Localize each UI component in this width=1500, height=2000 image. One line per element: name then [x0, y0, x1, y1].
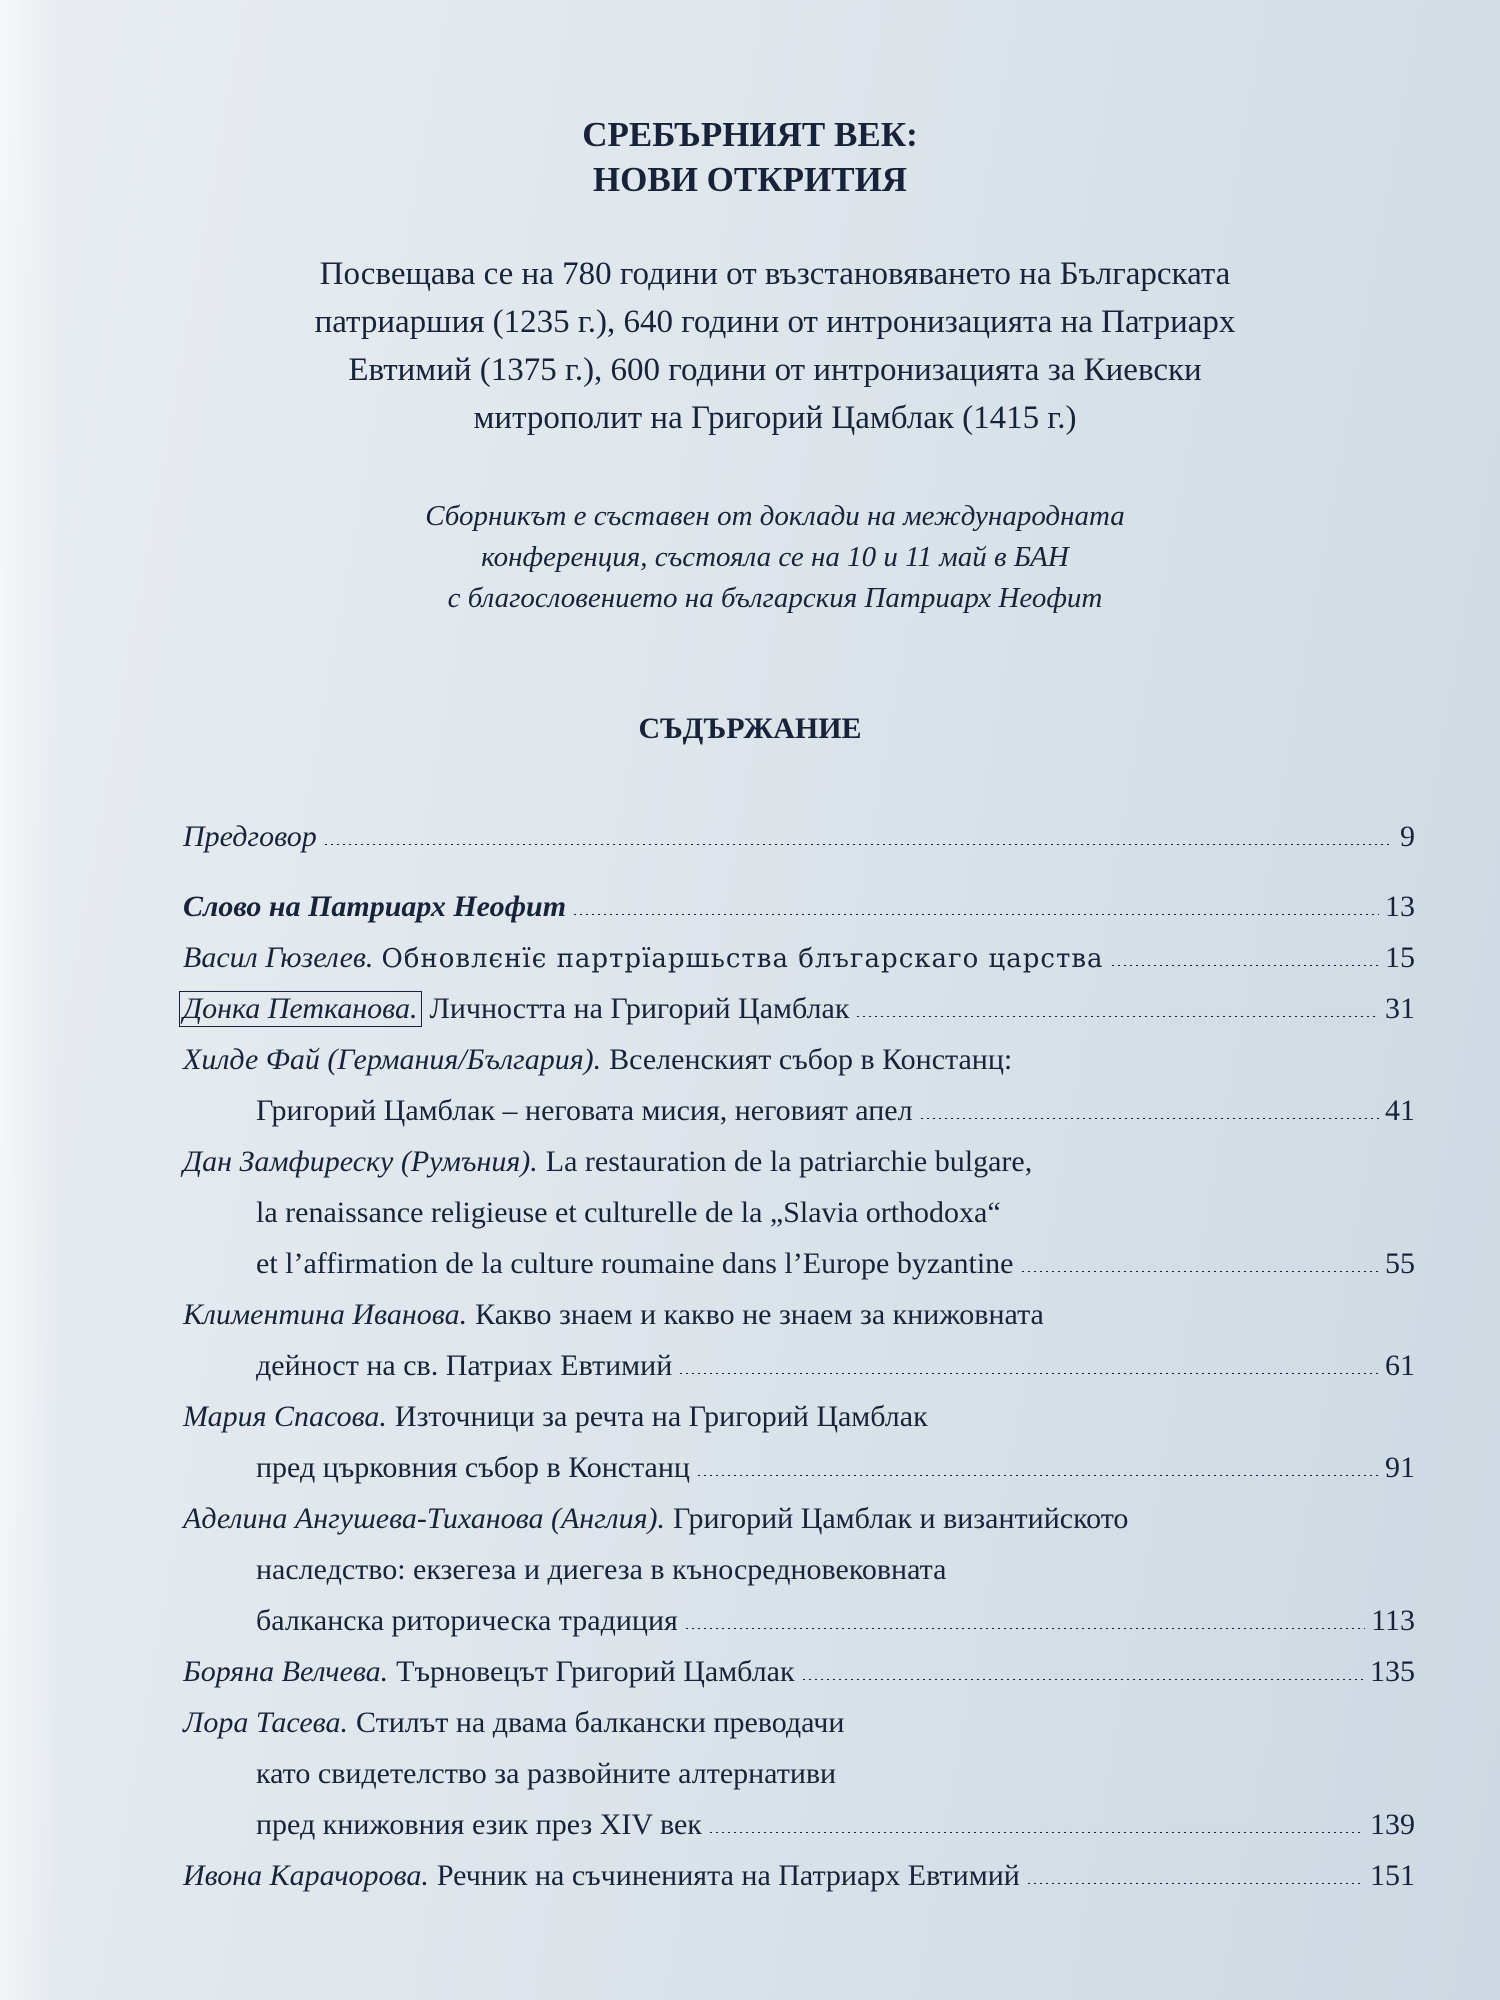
toc-page-number: 55: [1385, 1247, 1415, 1280]
toc-page-number: 135: [1370, 1655, 1415, 1688]
toc-title: дейност на св. Патриах Евтимий: [256, 1349, 673, 1382]
toc-entry-line: [183, 1034, 1415, 1085]
dedication-paragraph: [200, 250, 1350, 442]
dot-leader: [1026, 1882, 1364, 1884]
toc-author: Предговор: [183, 820, 317, 853]
dedication-line: митрополит на Григорий Цамблак (1415 г.): [473, 400, 1077, 436]
toc-title: Стилът на двама балкански преводачи: [355, 1706, 845, 1739]
toc-entry-line: [183, 1085, 1415, 1136]
toc-entry-line: [183, 1136, 1415, 1187]
table-of-contents: [183, 811, 1415, 1901]
toc-entry-line: [183, 1748, 1415, 1799]
toc-title: Източници за речта на Григорий Цамблак: [394, 1400, 928, 1433]
toc-author: Донка Петканова.: [179, 991, 422, 1027]
toc-author: Слово на Патриарх Неофит: [183, 890, 567, 923]
toc-page-number: 13: [1385, 890, 1415, 923]
toc-title: Търновецът Григорий Цамблак: [396, 1655, 795, 1688]
toc-title: Обновлєнїє партрїаршьства блъгарскаго царства: [381, 944, 1104, 974]
dedication-line: Евтимий (1375 г.), 600 години от интронизацията за Киевски: [348, 352, 1202, 388]
toc-title: La restauration de la patriarchie bulgare,: [545, 1145, 1033, 1178]
conference-line: с благословението на българския Патриарх Неофит: [447, 582, 1103, 614]
toc-entry-line: [183, 983, 1415, 1034]
toc-heading: СЪДЪРЖАНИЕ: [638, 712, 862, 745]
toc-entry: [183, 881, 1415, 932]
toc-title: като свидетелство за развойните алтернативи: [256, 1757, 837, 1790]
toc-title: Речник на съчиненията на Патриарх Евтимий: [436, 1859, 1020, 1892]
toc-title: наследство: екзегеза и диегеза в къносредновековната: [256, 1553, 947, 1586]
toc-entry: [183, 932, 1415, 983]
dot-leader: [1020, 1270, 1380, 1272]
toc-entry: [183, 1697, 1415, 1850]
book-title: [0, 112, 1500, 202]
toc-entry-line: [183, 1442, 1415, 1493]
toc-title: пред книжовния език през XIV век: [256, 1808, 702, 1841]
book-title-line-2: НОВИ ОТКРИТИЯ: [592, 160, 908, 199]
toc-page-number: 151: [1370, 1859, 1415, 1892]
toc-entry-line: [183, 1289, 1415, 1340]
toc-page-number: 139: [1370, 1808, 1415, 1841]
conference-line: конференция, състояла се на 10 и 11 май в БАН: [481, 541, 1069, 573]
toc-entry-line: [183, 932, 1415, 983]
toc-page-number: 91: [1385, 1451, 1415, 1484]
toc-author: Васил Гюзелев.: [183, 941, 374, 974]
toc-author: Боряна Велчева.: [183, 1655, 389, 1688]
toc-author: Аделина Ангушева-Тиханова (Англия).: [183, 1502, 666, 1535]
toc-title: la renaissance religieuse et culturelle de la „Slavia orthodoxa“: [256, 1196, 1001, 1229]
toc-entry: [183, 983, 1415, 1034]
toc-entry-line: [183, 1799, 1415, 1850]
dot-leader: [696, 1474, 1379, 1476]
toc-entry: [183, 1289, 1415, 1391]
dot-leader: [708, 1831, 1364, 1833]
toc-title: et l’affirmation de la culture roumaine dans l’Europe byzantine: [256, 1247, 1014, 1280]
toc-entry-line: [183, 1340, 1415, 1391]
toc-page-number: 9: [1400, 820, 1415, 853]
toc-author: Мария Спасова.: [183, 1400, 387, 1433]
dedication-line: патриаршия (1235 г.), 640 години от интронизацията на Патриарх: [314, 304, 1236, 340]
toc-entry-line: [183, 1697, 1415, 1748]
toc-entry-line: [183, 1493, 1415, 1544]
dedication-line: Посвещава се на 780 години от възстановяването на Българската: [319, 256, 1231, 292]
toc-entry: [183, 1136, 1415, 1289]
toc-entry-line: [183, 881, 1415, 932]
dot-leader: [323, 843, 1389, 845]
toc-author: Дан Замфиреску (Румъния).: [183, 1145, 538, 1178]
dot-leader: [1110, 964, 1380, 966]
toc-entry: [183, 1493, 1415, 1646]
toc-entry-line: [183, 1595, 1415, 1646]
toc-title: Григорий Цамблак и византийското: [673, 1502, 1129, 1535]
toc-title: Григорий Цамблак – неговата мисия, неговият апел: [256, 1094, 913, 1127]
toc-author: Климентина Иванова.: [183, 1298, 468, 1331]
toc-entry: [183, 1850, 1415, 1901]
toc-entry-line: [183, 1391, 1415, 1442]
page-edge-highlight: [0, 0, 60, 2000]
conference-line: Сборникът е съставен от доклади на международната: [425, 500, 1125, 532]
toc-entry-line: [183, 1238, 1415, 1289]
dot-leader: [678, 1372, 1379, 1374]
toc-title: Вселенският събор в Констанц:: [609, 1043, 1013, 1076]
dot-leader: [684, 1627, 1365, 1629]
toc-title: Личността на Григорий Цамблак: [429, 992, 850, 1025]
toc-spacer: [183, 862, 1415, 881]
toc-entry-line: [183, 811, 1415, 862]
conference-note: [200, 496, 1350, 619]
toc-entry-line: [183, 1646, 1415, 1697]
toc-entry-line: [183, 1850, 1415, 1901]
toc-author: Хилде Фай (Германия/България).: [183, 1043, 602, 1076]
book-title-line-1: СРЕБЪРНИЯТ ВЕК:: [582, 115, 918, 154]
toc-page-number: 41: [1385, 1094, 1415, 1127]
toc-entry: [183, 1391, 1415, 1493]
toc-page-number: 15: [1385, 941, 1415, 974]
toc-page-number: 113: [1371, 1604, 1415, 1637]
dot-leader: [855, 1015, 1379, 1017]
toc-entry-line: [183, 1544, 1415, 1595]
toc-title: балканска риторическа традиция: [256, 1604, 678, 1637]
toc-title: Какво знаем и какво не знаем за книжовната: [475, 1298, 1044, 1331]
toc-author: Ивона Карачорова.: [183, 1859, 429, 1892]
dot-leader: [919, 1117, 1379, 1119]
toc-title: пред църковния събор в Констанц: [256, 1451, 690, 1484]
toc-entry: [183, 811, 1415, 862]
toc-entry-line: [183, 1187, 1415, 1238]
dot-leader: [572, 913, 1379, 915]
toc-entry: [183, 1034, 1415, 1136]
toc-page-number: 31: [1385, 992, 1415, 1025]
toc-page-number: 61: [1385, 1349, 1415, 1382]
toc-author: Лора Тасева.: [183, 1706, 348, 1739]
toc-entry: [183, 1646, 1415, 1697]
dot-leader: [801, 1678, 1364, 1680]
